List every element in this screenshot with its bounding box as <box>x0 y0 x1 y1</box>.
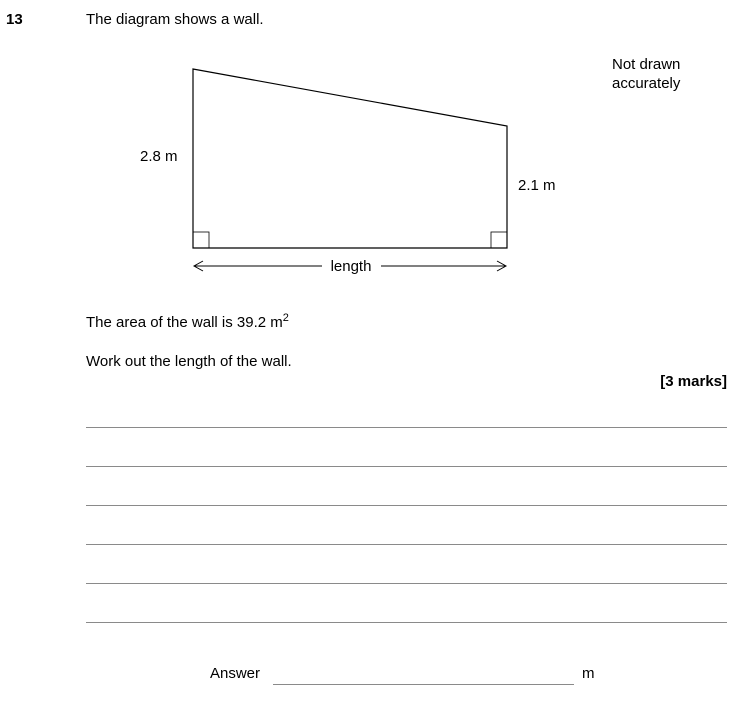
working-line <box>86 583 727 584</box>
answer-unit: m <box>582 665 595 682</box>
answer-input-line[interactable] <box>273 684 574 685</box>
area-superscript: 2 <box>282 312 289 324</box>
left-height-label: 2.8 m <box>140 148 178 165</box>
working-line <box>86 466 727 467</box>
marks-label: [3 marks] <box>660 373 727 390</box>
question-intro: The diagram shows a wall. <box>86 11 264 28</box>
question-number: 13 <box>6 11 23 28</box>
answer-label: Answer <box>210 665 261 682</box>
right-angle-marker-left <box>193 232 209 248</box>
note-line-2: accurately <box>612 75 681 92</box>
working-area[interactable] <box>86 427 727 661</box>
working-line <box>86 427 727 428</box>
right-height-label: 2.1 m <box>518 177 556 194</box>
wall-diagram <box>0 0 734 300</box>
working-line <box>86 505 727 506</box>
right-angle-marker-right <box>491 232 507 248</box>
wall-trapezium <box>193 69 507 248</box>
area-statement <box>86 314 289 331</box>
working-line <box>86 622 727 623</box>
question-task: Work out the length of the wall. <box>86 353 292 370</box>
note-line-1: Not drawn <box>612 56 681 73</box>
length-label: length <box>330 258 372 275</box>
area-text: The area of the wall is 39.2 m <box>86 314 283 331</box>
working-line <box>86 544 727 545</box>
